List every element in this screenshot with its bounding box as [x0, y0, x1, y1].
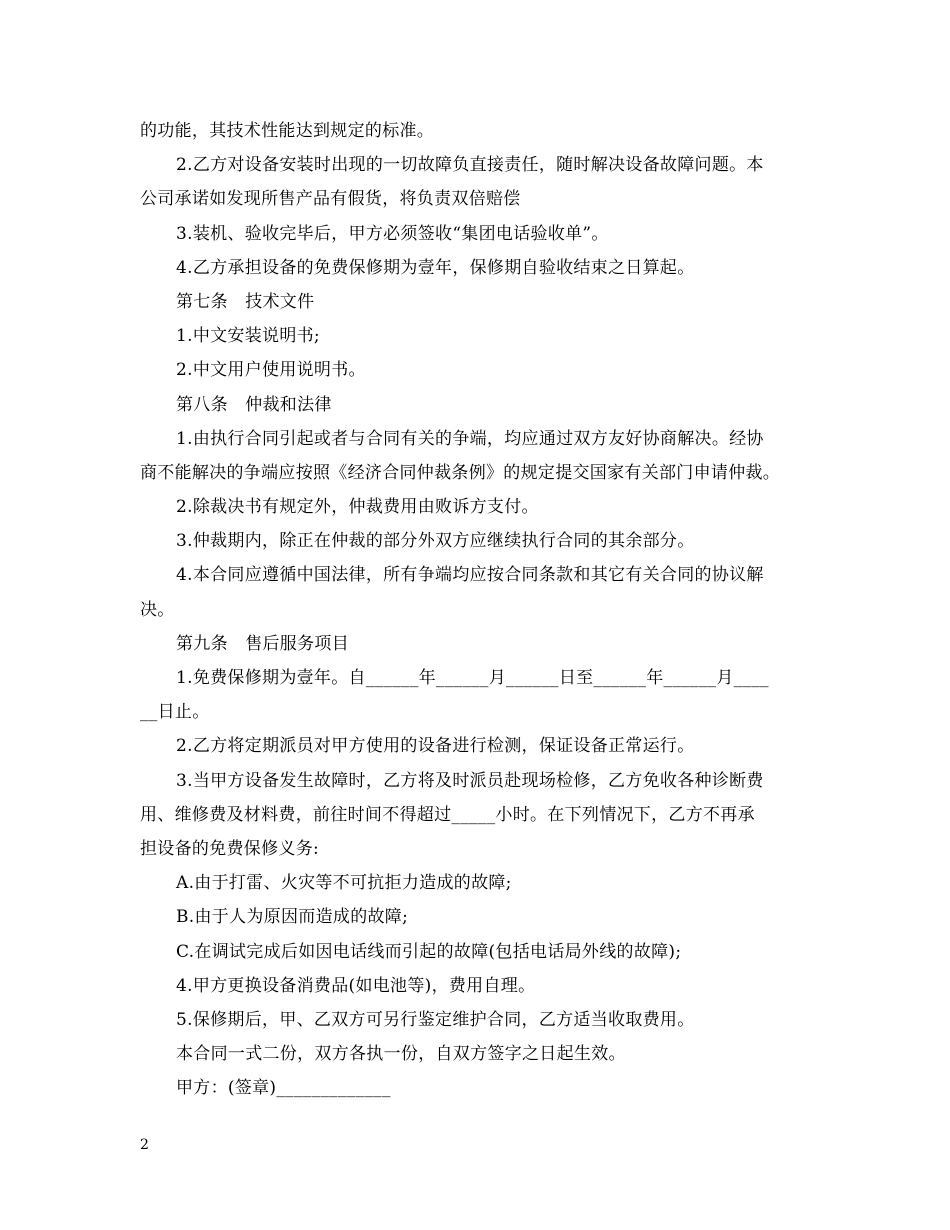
text-line: 3.装机、验收完毕后，甲方必须签收“集团电话验收单”。	[176, 223, 609, 244]
text-line: 2.中文用户使用说明书。	[176, 360, 366, 381]
text-line: 3.当甲方设备发生故障时，乙方将及时派员赴现场检修，乙方免收各种诊断费	[176, 770, 764, 791]
text-line: 第九条 售后服务项目	[176, 633, 349, 654]
text-line: 2.乙方将定期派员对甲方使用的设备进行检测，保证设备正常运行。	[176, 736, 695, 757]
text-line: 4.乙方承担设备的免费保修期为壹年，保修期自验收结束之日算起。	[176, 257, 695, 278]
text-line: 的功能，其技术性能达到规定的标准。	[140, 121, 435, 141]
text-line: 3.仲裁期内，除正在仲裁的部分外双方应继续执行合同的其余部分。	[176, 531, 695, 552]
text-line: 商不能解决的争端应按照《经济合同仲裁条例》的规定提交国家有关部门申请仲裁。	[140, 462, 781, 483]
text-line: 2.乙方对设备安装时出现的一切故障负直接责任，随时解决设备故障问题。本	[176, 155, 764, 176]
text-line: 第八条 仲裁和法律	[176, 394, 332, 415]
text-line: 用、维修费及材料费，前往时间不得超过_____小时。在下列情况下，乙方不再承	[140, 804, 755, 825]
text-line: 本合同一式二份，双方各执一份，自双方签字之日起生效。	[176, 1044, 626, 1065]
text-line: 2.除裁决书有规定外，仲裁费用由败诉方支付。	[176, 497, 539, 518]
text-line: 4.本合同应遵循中国法律，所有争端均应按合同条款和其它有关合同的协议解	[176, 565, 764, 586]
text-line: B.由于人为原因而造成的故障;	[176, 907, 409, 928]
text-line: 4.甲方更换设备消费品(如电池等)，费用自理。	[176, 975, 536, 996]
text-line: 5.保修期后，甲、乙双方可另行鉴定维护合同，乙方适当收取费用。	[176, 1009, 695, 1030]
text-line: 甲方：(签章)_____________	[176, 1078, 391, 1099]
text-line: 担设备的免费保修义务:	[140, 838, 320, 859]
text-line: 第七条 技术文件	[176, 291, 315, 312]
text-line: C.在调试完成后如因电话线而引起的故障(包括电话局外线的故障);	[176, 941, 682, 962]
text-line: 公司承诺如发现所售产品有假货，将负责双倍赔偿	[140, 189, 521, 210]
text-line: 1.免费保修期为壹年。自______年______月______日至______年______月____	[176, 668, 769, 688]
text-line: 1.由执行合同引起或者与合同有关的争端，均应通过双方友好协商解决。经协	[176, 428, 764, 449]
text-line: 决。	[140, 599, 175, 620]
text-line: 1.中文安装说明书;	[176, 326, 320, 347]
text-line: __日止。	[140, 702, 210, 723]
text-line: A.由于打雷、火灾等不可抗拒力造成的故障;	[176, 873, 512, 894]
contract-body	[140, 114, 820, 1105]
page-number: 2	[140, 1137, 149, 1153]
